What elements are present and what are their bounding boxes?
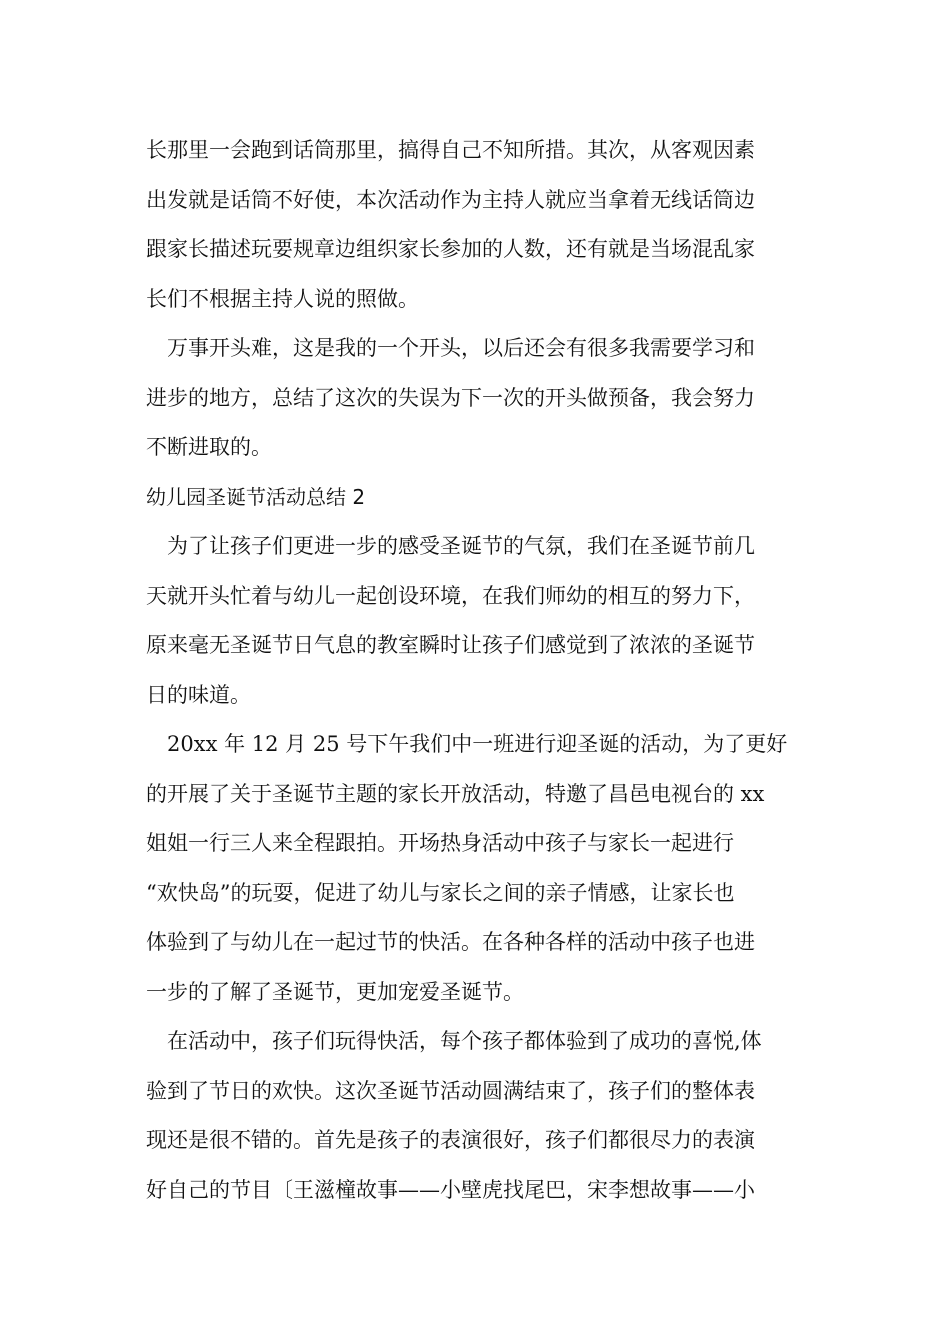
text-line: 姐姐一行三人来全程跟拍。开场热身活动中孩子与家长一起进行 [146,831,734,855]
text-line: 万事开头难，这是我的一个开头，以后还会有很多我需要学习和 [167,336,755,360]
text-line: 体验到了与幼儿在一起过节的快活。在各种各样的活动中孩子也进 [146,930,755,954]
text-line: 日的味道。 [146,682,251,707]
text-line: 跟家长描述玩要规章边组织家长参加的人数，还有就是当场混乱家 [146,237,755,261]
text-line: “欢快岛”的玩耍，促进了幼儿与家长之间的亲子情感，让家长也 [146,880,735,905]
text-line: 原来毫无圣诞节日气息的教室瞬时让孩子们感觉到了浓浓的圣诞节 [146,633,755,657]
text-line: 出发就是话筒不好使，本次活动作为主持人就应当拿着无线话筒边 [146,187,755,212]
text-line: 在活动中，孩子们玩得快活，每个孩子都体验到了成功的喜悦,体 [167,1029,762,1053]
text-line: 验到了节日的欢快。这次圣诞节活动圆满结束了，孩子们的整体表 [146,1078,755,1103]
text-line: 不断进取的。 [146,435,272,459]
text-line: 20xx 年 12 月 25 号下午我们中一班进行迎圣诞的活动，为了更好 [167,732,788,756]
text-line: 现还是很不错的。首先是孩子的表演很好，孩子们都很尽力的表演 [146,1128,755,1152]
text-line: 好自己的节目〔王滋橦故事——小壁虎找尾巴，宋李想故事——小 [146,1177,755,1202]
text-line: 天就开头忙着与幼儿一起创设环境，在我们师幼的相互的努力下， [146,583,755,608]
section-heading: 幼儿园圣诞节活动总结 2 [146,484,366,509]
text-line: 一步的了解了圣诞节，更加宠爱圣诞节。 [146,979,524,1004]
text-line: 的开展了关于圣诞节主题的家长开放活动，特邀了昌邑电视台的 xx [146,781,765,806]
text-line: 长那里一会跑到话筒那里，搞得自己不知所措。其次，从客观因素 [146,138,755,162]
text-line: 为了让孩子们更进一步的感受圣诞节的气氛，我们在圣诞节前几 [167,534,755,558]
text-line: 进步的地方，总结了这次的失误为下一次的开头做预备，我会努力 [146,385,755,410]
text-line: 长们不根据主持人说的照做。 [146,286,419,311]
document-body [146,126,810,1215]
